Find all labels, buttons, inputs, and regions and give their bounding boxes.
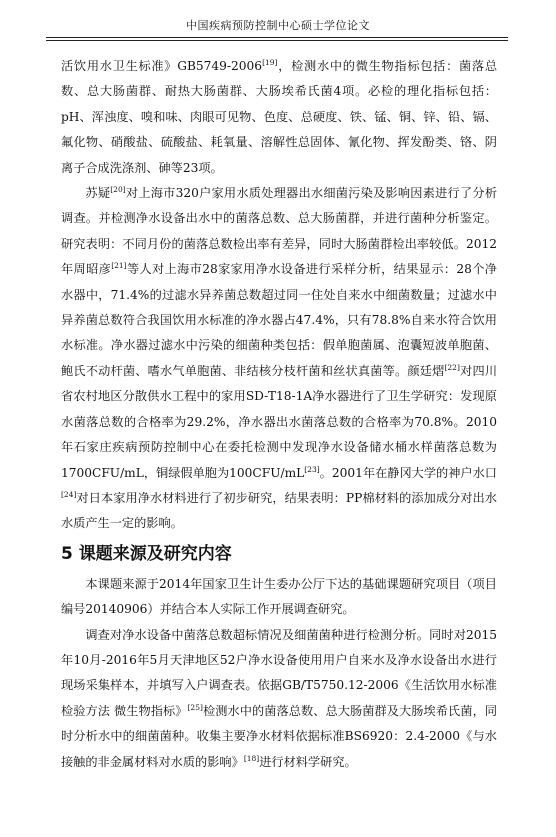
text-run: 检测水中的菌落总数、总大肠菌群及大肠埃希氏菌，同时分析水中的细菌菌种。收集主要净水材料依据标准BS6920：2.4-2000《与水接触的非金属材料对水质的影响》 xyxy=(61,703,498,769)
text-run: 对上海市320户家用水质处理器出水细菌污染及影响因素进行了分析调查。并检测净水设备出水中的菌落总数、总大肠菌群，并进行菌种分析鉴定。研究表明：不同月份的菌落总数检出率有差异，同时大肠菌群检出率较低。2012年周昭彦 xyxy=(61,186,498,277)
paragraph xyxy=(61,572,497,623)
text-run: ，检测水中的微生物指标包括：菌落总数、总大肠菌群、耐热大肠菌群、大肠埃希氏菌4项。必检的理化指标包括：pH、浑浊度、嗅和味、肉眼可见物、色度、总硬度、铁、锰、铜、锌、铅、镉、氟化物、硝酸盐、硫酸盐、耗氧量、溶解性总固体、氰化物、挥发酚类、铬、阴离子合成洗涤剂、砷等23项。 xyxy=(61,59,498,175)
citation-ref: [19] xyxy=(262,57,278,67)
section-heading: 5 课题来源及研究内容 xyxy=(61,543,232,564)
text-run: 。2001年在静冈大学的神户水口 xyxy=(319,465,497,480)
text-run: 本课题来源于2014年国家卫生计生委办公厅下达的基础课题研究项目（项目编号20140906）并结合本人实际工作开展调查研究。 xyxy=(61,576,497,617)
citation-ref: [24] xyxy=(61,489,77,499)
paragraph xyxy=(61,181,497,537)
header-rule-thick xyxy=(46,37,508,38)
text-run: 苏疑 xyxy=(85,186,111,201)
text-run: 等人对上海市28家家用净水设备进行采样分析，结果显示：28个净水器中，71.4%的过滤水异养菌总数超过同一住处自来水中细菌数量；过滤水中异养菌总数符合我国饮用水标准的净水器占47.4%，只有78.8%自来水符合饮用水标准。净水器过滤水中污染的细菌种类包括：假单胞菌属、泡囊短波单胞菌、鲍氏不动杆菌、嗜水气单胞菌、非结核分枝杆菌和丝状真菌等。颜廷熠 xyxy=(61,262,497,378)
citation-ref: [20] xyxy=(110,184,126,194)
text-run: 调查对净水设备中菌落总数超标情况及细菌菌种进行检测分析。同时对2015年10月-2016年5月天津地区52户净水设备使用用户自来水及净水设备出水进行现场采集样本，并填写入户调查表。依据GB/T5750.12-2006《生活饮用水标准检验方法 微生物指标》 xyxy=(61,627,497,718)
citation-ref: [21] xyxy=(111,261,127,271)
paragraph xyxy=(61,54,497,181)
running-header: 中国疾病预防控制中心硕士学位论文 xyxy=(186,19,370,32)
text-run: 活饮用水卫生标准》GB5749-2006 xyxy=(61,59,263,73)
citation-ref: [25] xyxy=(187,702,203,712)
text-run: 进行材料学研究。 xyxy=(259,754,357,769)
citation-ref: [23] xyxy=(304,464,320,474)
page-body xyxy=(61,54,497,775)
citation-ref: [18] xyxy=(243,753,260,763)
paragraph-group-research xyxy=(61,572,497,775)
text-run: 对四川省农村地区分散供水工程中的家用SD-T18-1A净水器进行了卫生学研究：发现原水菌落总数的合格率为29.2%，净水器出水菌落总数的合格率为70.8%。2010年石家庄疾病预防控制中心在委托检测中发现净水设备储水桶水样菌落总数为1700CFU/mL，铜绿假单胞为100CFU/mL xyxy=(61,363,498,480)
citation-ref: [22] xyxy=(444,362,460,372)
paragraph xyxy=(61,623,497,775)
paragraph-group-literature xyxy=(61,54,497,537)
header-rule-thin xyxy=(46,40,508,41)
text-run: 对日本家用净水材料进行了初步研究，结果表明：PP棉材料的添加成分对出水水质产生一定的影响。 xyxy=(61,490,497,531)
